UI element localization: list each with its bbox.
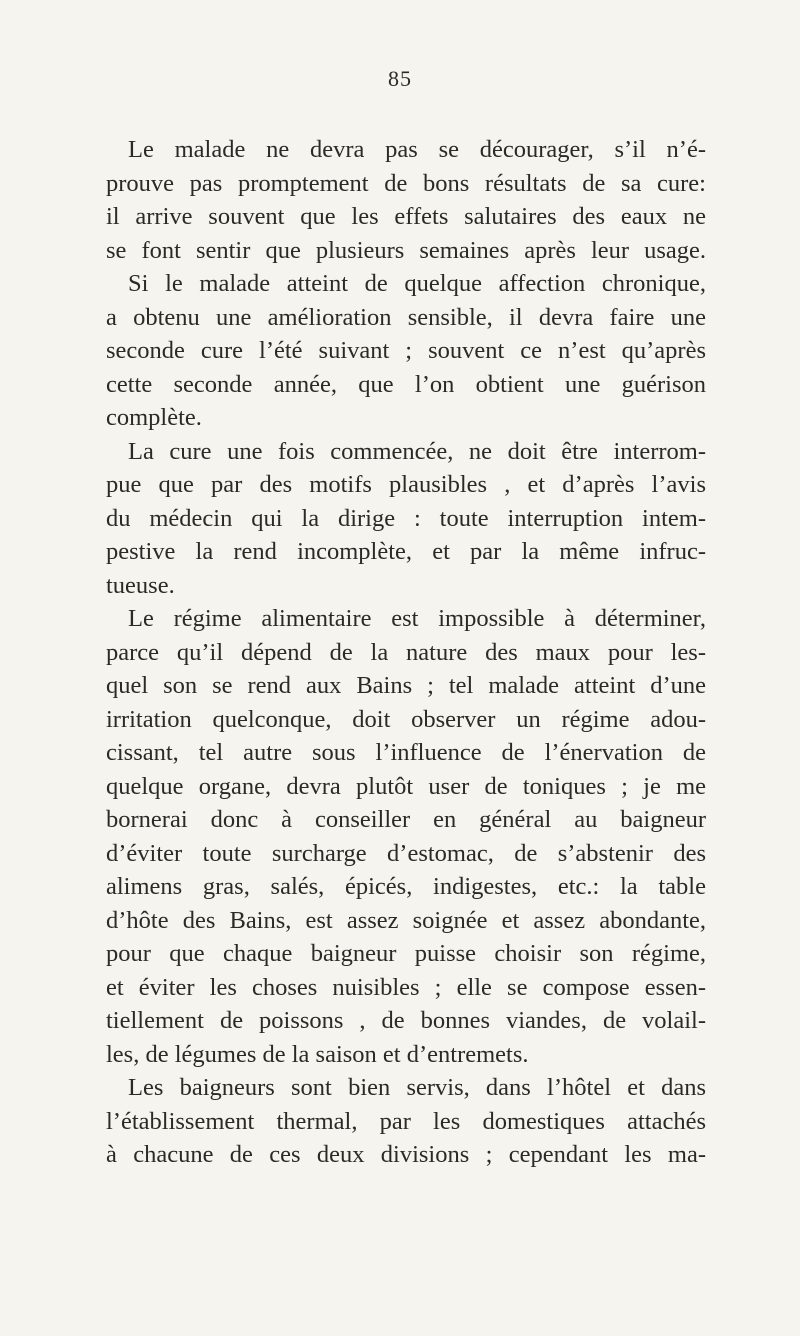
text-line: seconde cure l’été suivant ; souvent ce n’est qu’après	[106, 337, 706, 364]
text-line: à chacune de ces deux divisions ; cependant les ma-	[106, 1141, 706, 1168]
text-line: tiellement de poissons , de bonnes viandes, de volail-	[106, 1007, 706, 1034]
text-line: alimens gras, salés, épicés, indigestes, etc.: la table	[106, 873, 706, 900]
text-line: tueuse.	[106, 571, 175, 599]
text-line: cissant, tel autre sous l’influence de l’énervation de	[106, 739, 706, 766]
text-line: irritation quelconque, doit observer un régime adou-	[106, 705, 706, 733]
text-line: il arrive souvent que les effets salutaires des eaux ne	[106, 203, 706, 230]
text-line: d’hôte des Bains, est assez soignée et assez abondante,	[106, 906, 706, 934]
text-line: Si le malade atteint de quelque affection chronique,	[128, 270, 706, 297]
text-line: l’établissement thermal, par les domestiques attachés	[106, 1107, 706, 1135]
text-line: les, de légumes de la saison et d’entremets.	[106, 1040, 529, 1068]
text-line: La cure une fois commencée, ne doit être interrom-	[128, 437, 706, 465]
text-line: se font sentir que plusieurs semaines après leur usage.	[106, 236, 706, 264]
paragraph-5	[106, 1071, 706, 1172]
text-line: a obtenu une amélioration sensible, il devra faire une	[106, 303, 706, 331]
paragraph-4	[106, 602, 706, 1071]
text-line: pour que chaque baigneur puisse choisir son régime,	[106, 940, 706, 967]
text-line: du médecin qui la dirige : toute interruption intem-	[106, 504, 706, 532]
text-line: pestive la rend incomplète, et par la même infruc-	[106, 538, 706, 565]
text-line: d’éviter toute surcharge d’estomac, de s’abstenir des	[106, 839, 706, 867]
text-line: Le malade ne devra pas se décourager, s’il n’é-	[128, 136, 706, 163]
page-number: 85	[388, 66, 412, 91]
paragraph-2	[106, 267, 706, 435]
text-line: prouve pas promptement de bons résultats de sa cure:	[106, 169, 706, 197]
text-line: et éviter les choses nuisibles ; elle se compose essen-	[106, 973, 706, 1001]
text-line: pue que par des motifs plausibles , et d’après l’avis	[106, 471, 706, 498]
text-line: Le régime alimentaire est impossible à déterminer,	[128, 605, 706, 632]
text-line: complète.	[106, 404, 202, 431]
text-line: quelque organe, devra plutôt user de toniques ; je me	[106, 772, 706, 800]
text-line: quel son se rend aux Bains ; tel malade atteint d’une	[106, 672, 706, 699]
paragraph-3	[106, 435, 706, 603]
text-line: parce qu’il dépend de la nature des maux pour les-	[106, 638, 706, 666]
body-text	[106, 133, 706, 1172]
text-line: cette seconde année, que l’on obtient une guérison	[106, 370, 706, 398]
text-line: bornerai donc à conseiller en général au baigneur	[106, 806, 706, 833]
text-line: Les baigneurs sont bien servis, dans l’hôtel et dans	[128, 1074, 706, 1101]
paragraph-1	[106, 133, 706, 267]
